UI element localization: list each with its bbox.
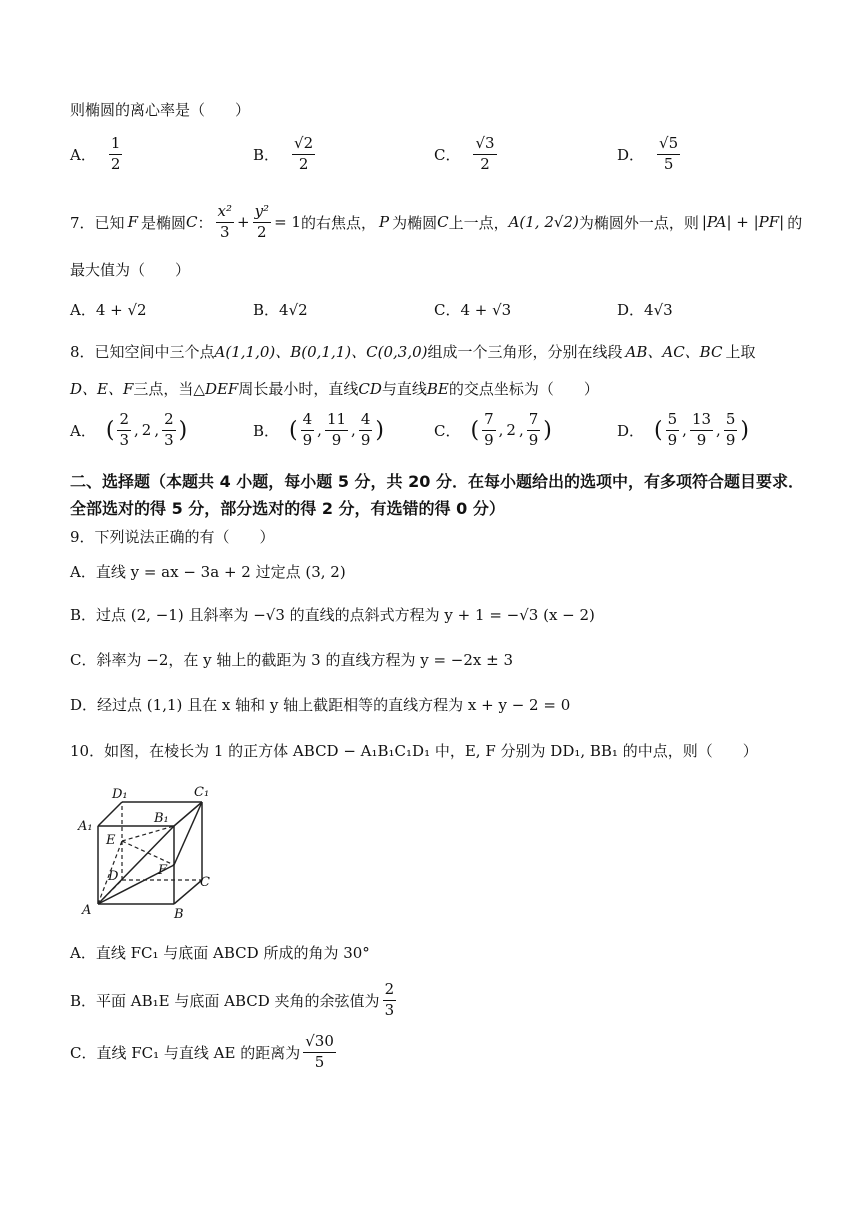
q8-option-b: B． ( $\frac{4}{9}$ , $\frac{11}{9}$ , $\frac{4}{9}$ ) [253, 410, 384, 449]
fig-label-a: A [82, 903, 92, 918]
q10-stem: 10．如图，在棱长为 1 的正方体 ABCD − A₁B₁C₁D₁ 中，E, F 分别为 DD₁, BB₁ 的中点，则（ ） [70, 742, 758, 760]
fig-label-c: C [200, 875, 210, 890]
fig-label-e: E [106, 833, 116, 848]
q9-option-d: D．经过点 (1,1) 且在 x 轴和 y 轴上截距相等的直线方程为 x + y − 2 = 0 [70, 696, 571, 714]
q8-stem-line2: D、E、F 三点，当 △DEF 周长最小时，直线 CD 与直线 BE 的交点坐标为（ ） [70, 379, 599, 398]
q8-option-c: C． ( $\frac{7}{9}$ , 2 , $\frac{7}{9}$ ) [434, 410, 552, 449]
q7-option-c: C．4 + √3 [434, 301, 512, 319]
section-2-heading: 二、选择题（本题共 4 小题，每小题 5 分，共 20 分．在每小题给出的选项中，有多项符合题目要求．全部选对的得 5 分，部分选对的得 2 分，有选错的得 0 分） [70, 472, 804, 518]
q7-option-d: D．4√3 [617, 301, 673, 319]
cube-figure [70, 782, 220, 922]
fig-label-c1: C₁ [194, 785, 210, 800]
q9-option-b: B．过点 (2, −1) 且斜率为 −√3 的直线的点斜式方程为 y + 1 = −√3 (x − 2) [70, 606, 595, 624]
q6-option-c: C． $\frac{√3}{2}$ [434, 134, 495, 173]
fig-label-d: D [108, 869, 119, 884]
q9-stem: 9．下列说法正确的有（ ） [70, 528, 275, 546]
q10-option-c: C．直线 FC₁ 与直线 AE 的距离为 $\frac{√30}{5}$ [70, 1032, 334, 1071]
q6-option-a: A． $\frac{1}{2}$ [70, 134, 121, 173]
q8-stem-line1: 8．已知空间中三个点 A(1,1,0)、B(0,1,1)、C(0,3,0) 组成一个三角形，分别在线段 AB、AC、BC 上取 [70, 343, 756, 361]
q8-option-a: A． ( $\frac{2}{3}$ , 2 , $\frac{2}{3}$ ) [70, 410, 188, 449]
q6-option-b: B． $\frac{√2}{2}$ [253, 134, 314, 173]
q8-option-d: D． ( $\frac{5}{9}$ , $\frac{13}{9}$ , $\frac{5}{9}$ ) [617, 410, 749, 449]
q7-stem-line1: 7． 已知 F 是椭圆 C ： $\frac{\text{x²}}{3}$ + $\frac{\text{y²}}{2}$ = 1 的右焦点， P 为椭圆 C 上一点， A(1, 2√2) 为椭圆外一点，则 |PA| + |PF| 的 [70, 202, 803, 241]
q9-option-c: C．斜率为 −2，在 y 轴上的截距为 3 的直线方程为 y = −2x ± 3 [70, 651, 514, 669]
fig-label-a1: A₁ [78, 819, 93, 834]
q10-option-a: A．直线 FC₁ 与底面 ABCD 所成的角为 30° [70, 944, 370, 962]
q9-option-a: A．直线 y = ax − 3a + 2 过定点 (3, 2) [70, 563, 346, 581]
q7-option-a: A．4 + √2 [70, 301, 147, 319]
q7-stem-line2: 最大值为（ ） [70, 261, 191, 279]
q6-stem: 则椭圆的离心率是（ ） [70, 101, 251, 119]
fig-label-d1: D₁ [112, 787, 128, 802]
fig-label-b1: B₁ [154, 811, 169, 826]
fig-label-b: B [174, 907, 184, 922]
q10-option-b: B．平面 AB₁E 与底面 ABCD 夹角的余弦值为 $\frac{2}{3}$ [70, 980, 395, 1019]
fig-label-f: F [158, 863, 168, 878]
q6-option-d: D． $\frac{√5}{5}$ [617, 134, 679, 173]
q7-option-b: B．4√2 [253, 301, 308, 319]
